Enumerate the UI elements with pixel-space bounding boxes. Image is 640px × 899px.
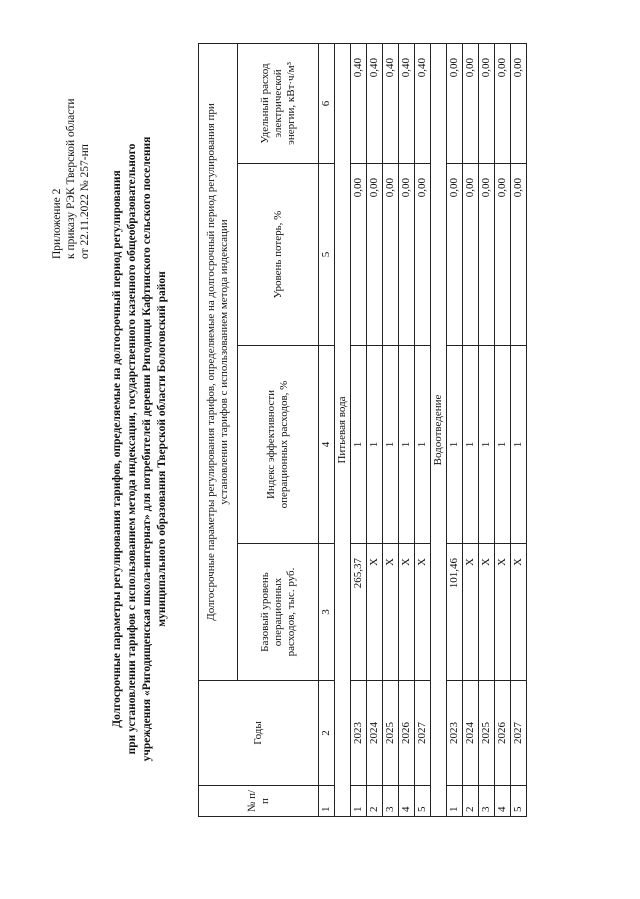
table-row [351, 43, 367, 816]
header-row [199, 43, 238, 816]
year-cell: 2023 [351, 681, 367, 786]
base-opex-cell: Х [463, 544, 479, 681]
year-cell: 2024 [463, 681, 479, 786]
table-row [415, 43, 431, 816]
title-line: Долгосрочные параметры регулирования тарифов, определяемые на долгосрочный период регулирования [111, 170, 123, 728]
year-cell: 2027 [511, 681, 527, 786]
column-number: 3 [319, 544, 335, 681]
appendix-note [50, 99, 92, 260]
base-opex-cell: Х [383, 544, 399, 681]
losses-cell: 0,00 [351, 164, 367, 346]
title-line: учреждения «Ригодищенская школа-интернат» для потребителей деревни Ригодищи Кафтинского сельского поселения [141, 136, 153, 762]
efficiency-index-cell: 1 [511, 346, 527, 544]
column-number: 4 [319, 346, 335, 544]
row-number-cell: 5 [511, 786, 527, 817]
base-opex-cell: 101,46 [447, 544, 463, 681]
row-number-cell: 2 [463, 786, 479, 817]
table-row [367, 43, 383, 816]
base-opex-cell: Х [511, 544, 527, 681]
base-opex-cell: Х [399, 544, 415, 681]
section-title: Водоотведение [431, 43, 447, 816]
efficiency-index-cell: 1 [351, 346, 367, 544]
base-opex-cell: 265,37 [351, 544, 367, 681]
efficiency-index-cell: 1 [463, 346, 479, 544]
base-opex-cell: Х [495, 544, 511, 681]
table-row [447, 43, 463, 816]
column-number: 1 [319, 786, 335, 817]
losses-cell: 0,00 [383, 164, 399, 346]
title-line: при установлении тарифов с использованием метода индексации, государственного казенного общеобразовательного [126, 143, 138, 755]
header-cell-base-opex: Базовый уровень операционных расходов, тыс. руб. [238, 544, 319, 681]
row-number-cell: 1 [351, 786, 367, 817]
energy-cell: 0,40 [383, 43, 399, 163]
energy-cell: 0,40 [367, 43, 383, 163]
efficiency-index-cell: 1 [399, 346, 415, 544]
energy-cell: 0,40 [351, 43, 367, 163]
table-row [463, 43, 479, 816]
losses-cell: 0,00 [367, 164, 383, 346]
year-cell: 2026 [495, 681, 511, 786]
appendix-line: к приказу РЭК Тверской области [65, 98, 77, 259]
header-cell-energy: Удельный расход электрической энергии, кВт·ч/м³ [238, 43, 319, 163]
year-cell: 2025 [383, 681, 399, 786]
table-row [479, 43, 495, 816]
section-title: Питьевая вода [335, 43, 351, 816]
section-row [431, 43, 447, 816]
title-line: муниципального образования Тверской области Бологовский район [156, 271, 168, 627]
column-number: 6 [319, 43, 335, 163]
column-numbers-row [319, 43, 335, 816]
energy-cell: 0,40 [415, 43, 431, 163]
row-number-cell: 4 [495, 786, 511, 817]
losses-cell: 0,00 [479, 164, 495, 346]
energy-cell: 0,00 [511, 43, 527, 163]
efficiency-index-cell: 1 [383, 346, 399, 544]
efficiency-index-cell: 1 [367, 346, 383, 544]
base-opex-cell: Х [479, 544, 495, 681]
parameters-table [198, 43, 527, 817]
year-cell: 2025 [479, 681, 495, 786]
appendix-line: от 22.11.2022 № 257-нп [79, 144, 91, 259]
row-number-cell: 3 [383, 786, 399, 817]
table-row [383, 43, 399, 816]
table-row [399, 43, 415, 816]
column-number: 5 [319, 164, 335, 346]
header-cell-years: Годы [199, 681, 319, 786]
losses-cell: 0,00 [463, 164, 479, 346]
year-cell: 2023 [447, 681, 463, 786]
efficiency-index-cell: 1 [447, 346, 463, 544]
energy-cell: 0,00 [447, 43, 463, 163]
energy-cell: 0,00 [463, 43, 479, 163]
efficiency-index-cell: 1 [495, 346, 511, 544]
efficiency-index-cell: 1 [415, 346, 431, 544]
losses-cell: 0,00 [415, 164, 431, 346]
year-cell: 2024 [367, 681, 383, 786]
header-cell-losses: Уровень потерь, % [238, 164, 319, 346]
table-row [495, 43, 511, 816]
column-number: 2 [319, 681, 335, 786]
row-number-cell: 3 [479, 786, 495, 817]
losses-cell: 0,00 [447, 164, 463, 346]
year-cell: 2027 [415, 681, 431, 786]
appendix-line: Приложение 2 [51, 188, 63, 259]
header-cell-no: № п/п [199, 786, 319, 817]
losses-cell: 0,00 [511, 164, 527, 346]
efficiency-index-cell: 1 [479, 346, 495, 544]
losses-cell: 0,00 [495, 164, 511, 346]
table-row [511, 43, 527, 816]
energy-cell: 0,00 [495, 43, 511, 163]
losses-cell: 0,00 [399, 164, 415, 346]
header-cell-efficiency-index: Индекс эффективности операционных расходов, % [238, 346, 319, 544]
base-opex-cell: Х [415, 544, 431, 681]
document-title [110, 39, 170, 859]
row-number-cell: 2 [367, 786, 383, 817]
base-opex-cell: Х [367, 544, 383, 681]
row-number-cell: 1 [447, 786, 463, 817]
year-cell: 2026 [399, 681, 415, 786]
row-number-cell: 4 [399, 786, 415, 817]
header-group-cell: Долгосрочные параметры регулирования тарифов, определяемые на долгосрочный период регулирования при установлении тарифов с использованием метода индексации [199, 43, 238, 680]
energy-cell: 0,40 [399, 43, 415, 163]
energy-cell: 0,00 [479, 43, 495, 163]
section-row [335, 43, 351, 816]
row-number-cell: 5 [415, 786, 431, 817]
